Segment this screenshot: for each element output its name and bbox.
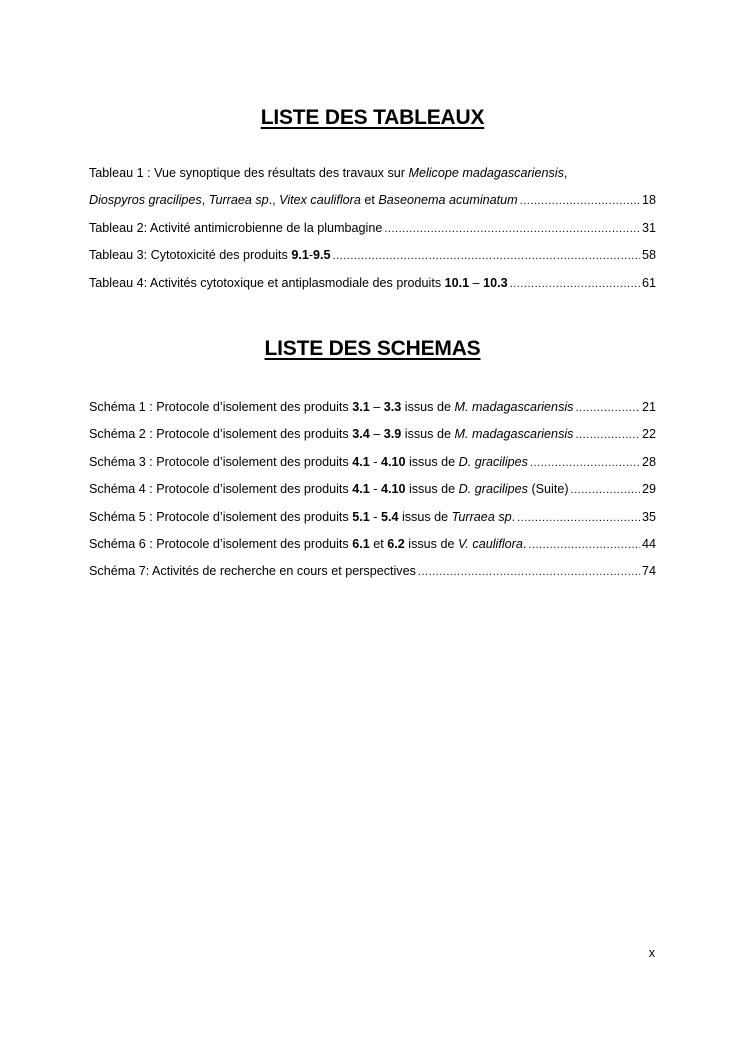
list-of-tables	[89, 166, 656, 303]
entry-text-part: issus de	[398, 509, 452, 524]
entry-text-part: -	[369, 454, 381, 469]
toc-entry-table-1-line-2[interactable]	[89, 193, 656, 220]
page-folio: x	[648, 946, 655, 960]
entry-text-part: -	[308, 248, 314, 263]
compound-number: 4.1	[352, 454, 370, 469]
species-name: Baseonema acuminatum	[378, 193, 518, 208]
entry-text-part: Schéma 5 : Protocole d’isolement des produits	[89, 509, 353, 524]
toc-entry-schema-5[interactable]	[89, 510, 656, 537]
species-name: Turraea sp	[451, 509, 512, 524]
toc-entry-schema-2[interactable]	[89, 427, 656, 454]
species-name: Vitex cauliflora	[279, 193, 361, 208]
entry-text-part: issus de	[404, 536, 458, 551]
entry-text-part: Schéma 3 : Protocole d’isolement des produits	[89, 454, 353, 469]
compound-number: 3.3	[383, 400, 402, 414]
page-number: 29	[641, 482, 656, 497]
page-number: 18	[641, 193, 656, 208]
compound-number: 5.1	[352, 509, 370, 524]
entry-text-part: Tableau 4: Activités cytotoxique et antiplasmodiale des produits	[89, 275, 445, 290]
compound-number: 4.1	[352, 482, 370, 497]
entry-text-part: -	[369, 509, 381, 524]
entry-text	[89, 482, 569, 496]
compound-number: 5.4	[380, 509, 399, 524]
entry-text-part: issus de	[405, 482, 459, 497]
entry-text: Tableau 1 : Vue synoptique des résultats des travaux sur	[89, 166, 409, 180]
entry-text-part: issus de	[401, 400, 455, 414]
dot-leader	[520, 195, 640, 207]
dot-leader	[333, 250, 640, 262]
entry-text-part: (Suite)	[527, 482, 569, 497]
toc-entry-table-1-line-1	[89, 166, 656, 193]
entry-text: ,	[563, 166, 568, 180]
entry-text-part: ,	[201, 193, 209, 208]
toc-entry-table-3[interactable]	[89, 248, 656, 275]
compound-number: 10.1	[444, 275, 470, 290]
species-name: D. gracilipes	[458, 482, 528, 497]
entry-text	[89, 400, 573, 414]
page-number: 74	[641, 564, 656, 579]
entry-text	[89, 193, 518, 207]
page-number: 31	[641, 220, 656, 235]
entry-text-part: issus de	[405, 454, 459, 469]
dot-leader	[530, 457, 640, 469]
dot-leader	[575, 402, 640, 414]
dot-leader	[384, 223, 640, 235]
entry-text: Schéma 7: Activités de recherche en cours et perspectives	[89, 564, 416, 579]
species-name: M. madagascariensis	[454, 400, 574, 414]
compound-number: 3.1	[352, 400, 370, 414]
toc-entry-schema-7[interactable]	[89, 564, 656, 591]
dot-leader	[517, 512, 640, 524]
page-number: 21	[641, 400, 656, 414]
dot-leader	[575, 429, 640, 441]
dot-leader	[418, 566, 640, 578]
entry-text-part: Tableau 3: Cytotoxicité des produits	[89, 248, 292, 263]
entry-text-part: Schéma 4 : Protocole d’isolement des produits	[89, 482, 353, 497]
dot-leader	[571, 484, 640, 496]
entry-text-part: Schéma 1 : Protocole d’isolement des produits	[89, 400, 353, 414]
entry-text	[89, 427, 573, 441]
list-of-schemas	[89, 400, 656, 592]
entry-text-part: .	[511, 509, 516, 524]
compound-number: 6.2	[387, 536, 405, 551]
toc-entry-schema-1[interactable]	[89, 400, 656, 427]
dot-leader	[510, 278, 640, 290]
compound-number: 4.10	[380, 454, 406, 469]
entry-text-part: .,	[268, 193, 280, 208]
toc-entry-schema-6[interactable]	[89, 537, 656, 564]
entry-text-part: issus de	[401, 427, 455, 442]
entry-text-part: et	[369, 536, 388, 551]
species-name: V. cauliflora	[457, 536, 523, 551]
page-number: 22	[641, 427, 656, 442]
entry-text-part: -	[369, 482, 381, 497]
entry-text: Tableau 2: Activité antimicrobienne de la plumbagine	[89, 220, 383, 235]
compound-number: 4.10	[380, 482, 406, 497]
entry-text-part: Schéma 6 : Protocole d’isolement des produits	[89, 536, 353, 551]
list-of-schemas-heading: LISTE DES SCHEMAS	[264, 337, 481, 360]
entry-text-part: et	[360, 193, 379, 208]
page-number: 58	[641, 248, 656, 263]
entry-text-part: –	[369, 427, 384, 442]
entry-text-part: .	[522, 536, 527, 551]
entry-text	[89, 248, 331, 262]
compound-number: 10.3	[483, 275, 508, 290]
compound-number: 3.9	[383, 427, 402, 442]
entry-text-part: –	[469, 275, 484, 290]
species-name: Melicope madagascariensis	[408, 166, 564, 180]
species-name: Turraea sp	[208, 193, 269, 208]
dot-leader	[528, 539, 640, 551]
page-number: 44	[641, 536, 656, 551]
page-number: 35	[641, 509, 656, 524]
entry-text-part: –	[369, 400, 384, 414]
species-name: D. gracilipes	[458, 454, 528, 469]
compound-number: 9.1	[291, 248, 309, 263]
toc-entry-table-2[interactable]	[89, 221, 656, 248]
entry-text	[89, 455, 528, 469]
entry-text	[89, 510, 515, 524]
toc-entry-schema-3[interactable]	[89, 455, 656, 482]
entry-text	[89, 276, 508, 290]
page-number: 28	[641, 454, 656, 469]
compound-number: 9.5	[313, 248, 331, 263]
toc-entry-table-4[interactable]	[89, 276, 656, 303]
species-name: M. madagascariensis	[454, 427, 574, 442]
compound-number: 6.1	[352, 536, 370, 551]
compound-number: 3.4	[352, 427, 370, 442]
page-number: 61	[641, 275, 656, 290]
toc-entry-schema-4[interactable]	[89, 482, 656, 509]
list-of-tables-heading: LISTE DES TABLEAUX	[260, 106, 485, 129]
species-name: Diospyros gracilipes	[89, 193, 202, 208]
entry-text	[89, 537, 526, 551]
entry-text-part: Schéma 2 : Protocole d’isolement des produits	[89, 427, 353, 442]
